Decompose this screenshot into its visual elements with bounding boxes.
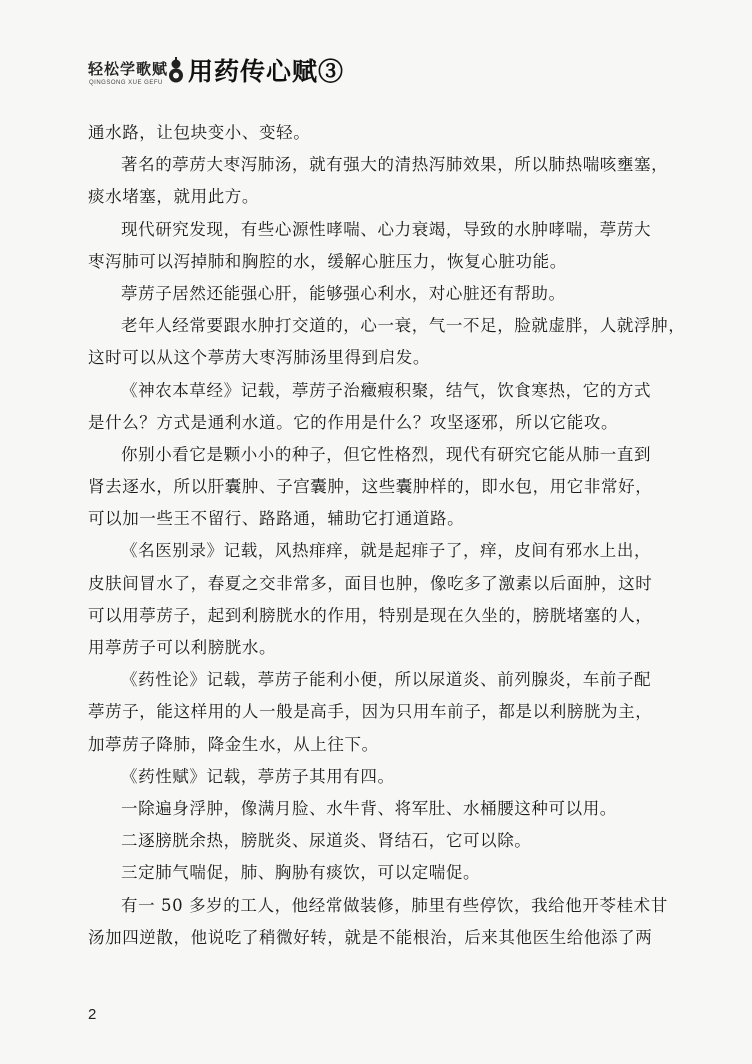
- text-line: 是什么？方式是通利水道。它的作用是什么？攻坚逐邪，所以它能攻。: [88, 412, 619, 432]
- text-line: 老年人经常要跟水肿打交道的，心一衰，气一不足，脸就虚胖，人就浮肿，: [121, 316, 686, 336]
- text-line: 汤加四逆散，他说吃了稍微好转，就是不能根治，后来其他医生给他添了两: [88, 927, 653, 947]
- book-title: 用药传心赋③: [188, 57, 345, 86]
- text-line: 皮肤间冒水了，春夏之交非常多，面目也肿，像吃多了激素以后面肿，这时: [88, 573, 653, 593]
- text-line: 葶苈子，能这样用的人一般是高手，因为只用车前子，都是以利膀胱为主，: [88, 702, 653, 722]
- text-line: 可以加一些王不留行、路路通，辅助它打通道路。: [88, 509, 465, 529]
- text-line: 通水路，让包块变小、变轻。: [88, 123, 311, 142]
- text-line: 你别小看它是颗小小的种子，但它性格烈，现代有研究它能从肺一直到: [121, 444, 652, 464]
- text-line: 现代研究发现，有些心源性哮喘、心力衰竭，导致的水肿哮喘，葶苈大: [121, 219, 652, 239]
- body-text: [88, 117, 686, 954]
- text-line: 二逐膀胱余热，膀胱炎、尿道炎、肾结石，它可以除。: [121, 831, 532, 851]
- page-number: 2: [88, 1006, 97, 1023]
- text-line: 这时可以从这个葶苈大枣泻肺汤里得到启发。: [88, 348, 430, 368]
- text-line: 著名的葶苈大枣泻肺汤，就有强大的清热泻肺效果，所以肺热喘咳壅塞，: [121, 155, 669, 175]
- text-line: 《神农本草经》记载，葶苈子治癥瘕积聚，结气，饮食寒热，它的方式: [121, 380, 652, 400]
- text-line: 枣泻肺可以泻掉肺和胸腔的水，缓解心脏压力，恢复心脏功能。: [88, 251, 567, 271]
- running-header: [88, 48, 648, 96]
- series-title: 轻松学歌赋: [88, 60, 169, 78]
- text-line: 痰水堵塞，就用此方。: [88, 187, 259, 207]
- text-line: 肾去逐水，所以肝囊肿、子宫囊肿，这些囊肿样的，即水包，用它非常好，: [88, 477, 653, 497]
- text-line: 《药性赋》记载，葶苈子其用有四。: [121, 766, 395, 786]
- text-line: 三定肺气喘促，肺、胸胁有痰饮，可以定喘促。: [121, 863, 481, 883]
- text-line: 用葶苈子可以利膀胱水。: [88, 638, 277, 657]
- text-line: 《名医别录》记载，风热痱痒，就是起痱子了，痒，皮间有邪水上出，: [121, 541, 652, 561]
- gourd-icon: [168, 56, 184, 86]
- text-line: 有一 50 多岁的工人，他经常做装修，肺里有些停饮，我给他开苓桂术甘: [121, 895, 668, 915]
- text-line: 一除遍身浮肿，像满月脸、水牛背、将军肚、水桶腰这种可以用。: [121, 798, 617, 818]
- series-subtitle: QINGSONG XUE GEFU: [89, 80, 163, 86]
- text-line: 可以用葶苈子，起到利膀胱水的作用，特别是现在久坐的，膀胱堵塞的人，: [88, 605, 653, 625]
- text-line: 《药性论》记载，葶苈子能利小便，所以尿道炎、前列腺炎，车前子配: [121, 670, 652, 690]
- text-line: 加葶苈子降肺，降金生水，从上往下。: [88, 734, 379, 754]
- text-line: 葶苈子居然还能强心肝，能够强心利水，对心脏还有帮助。: [121, 283, 566, 303]
